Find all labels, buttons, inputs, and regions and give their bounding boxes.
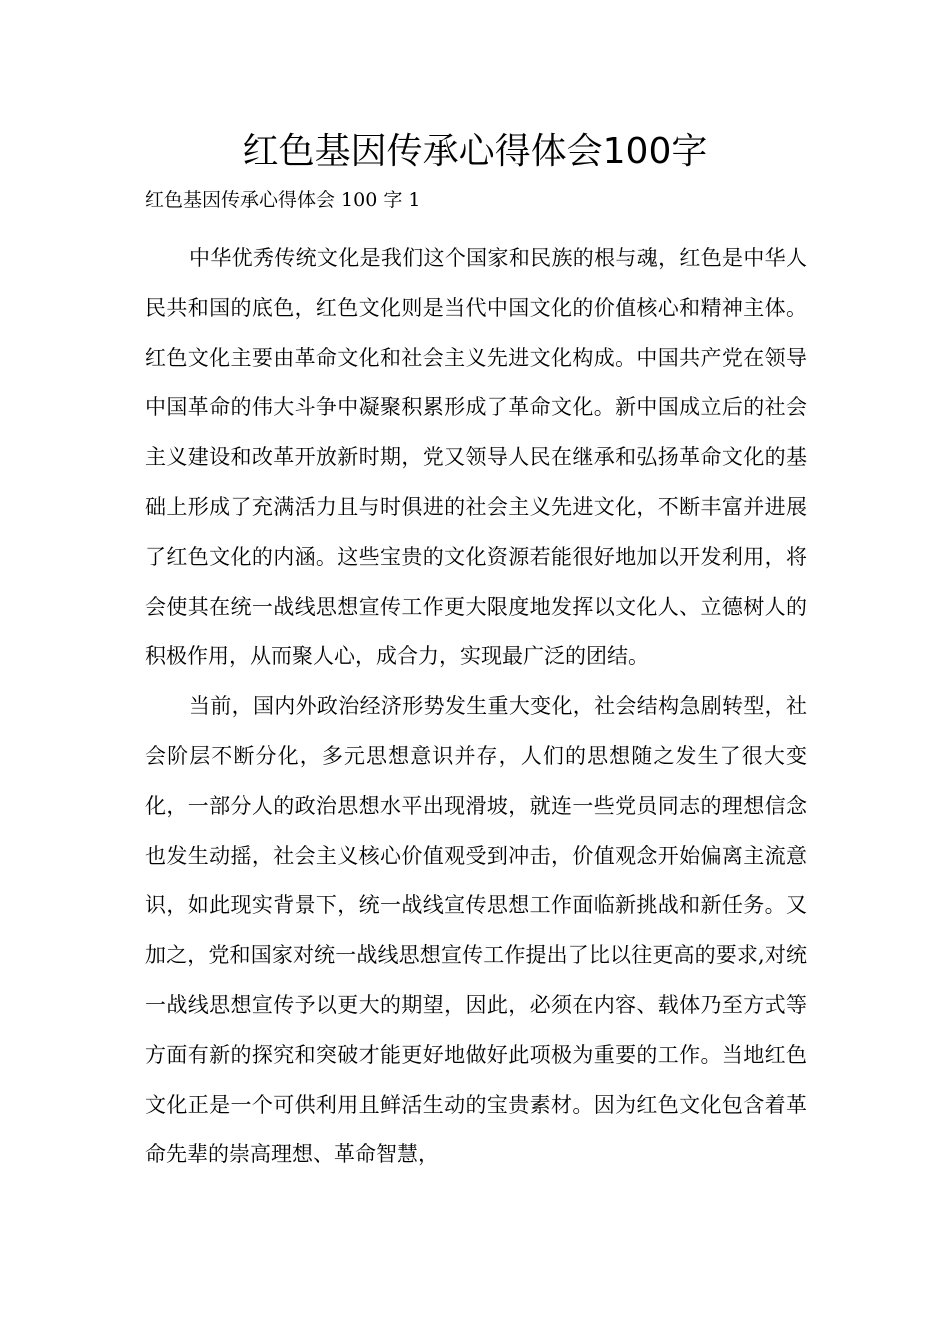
section-heading: 红色基因传承心得体会 100 字 1	[145, 189, 421, 211]
document-body	[145, 234, 807, 1180]
paragraph: 当前，国内外政治经济形势发生重大变化，社会结构急剧转型，社会阶层不断分化，多元思想意识并存，人们的思想随之发生了很大变化，一部分人的政治思想水平出现滑坡，就连一些党员同志的理想信念也发生动摇，社会主义核心价值观受到冲击，价值观念开始偏离主流意识，如此现实背景下，统一战线宣传思想工作面临新挑战和新任务。又加之，党和国家对统一战线思想宣传工作提出了比以往更高的要求,对统一战线思想宣传予以更大的期望，因此，必须在内容、载体乃至方式等方面有新的探究和突破才能更好地做好此项极为重要的工作。当地红色文化正是一个可供利用且鲜活生动的宝贵素材。因为红色文化包含着革命先辈的崇高理想、革命智慧，	[145, 694, 807, 1167]
paragraph: 中华优秀传统文化是我们这个国家和民族的根与魂，红色是中华人民共和国的底色，红色文化则是当代中国文化的价值核心和精神主体。红色文化主要由革命文化和社会主义先进文化构成。中国共产党在领导中国革命的伟大斗争中凝聚积累形成了革命文化。新中国成立后的社会主义建设和改革开放新时期，党又领导人民在继承和弘扬革命文化的基础上形成了充满活力且与时俱进的社会主义先进文化，不断丰富并进展了红色文化的内涵。这些宝贵的文化资源若能很好地加以开发利用，将会使其在统一战线思想宣传工作更大限度地发挥以文化人、立德树人的积极作用，从而聚人心，成合力，实现最广泛的团结。	[145, 246, 807, 669]
document-title: 红色基因传承心得体会100字	[242, 131, 708, 172]
